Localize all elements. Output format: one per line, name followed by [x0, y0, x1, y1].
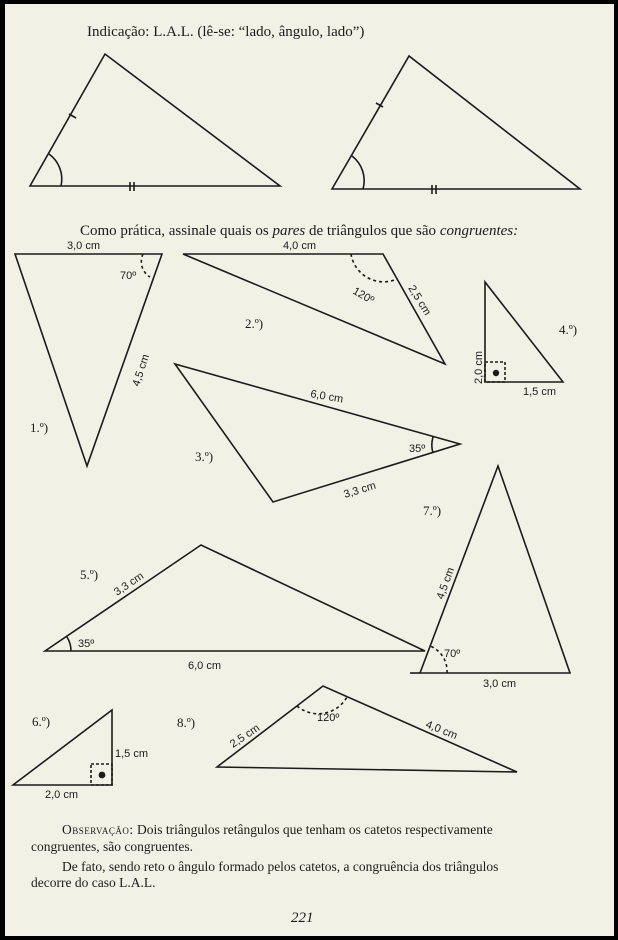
lal-triangle-left: [30, 54, 280, 186]
observacao-line-4: decorre do caso L.A.L.: [31, 875, 156, 890]
observacao-label: Observação:: [62, 822, 134, 837]
triangle-8-angle-label: 120º: [317, 712, 340, 724]
triangle-7-number: 7.º): [423, 503, 442, 518]
triangle-4-leg-horizontal: 1,5 cm: [523, 386, 557, 398]
lal-angle-arc-left: [49, 154, 62, 186]
triangle-6-number: 6.º): [32, 714, 51, 729]
triangle-2-angle-label: 120º: [350, 285, 376, 307]
triangle-1-side-right: 4,5 cm: [130, 352, 153, 388]
practice-pares: pares: [272, 223, 306, 239]
triangle-2-side-right: 2,5 cm: [405, 283, 434, 318]
indicacao-reading: (lê-se: “lado, ângulo, lado”): [197, 24, 365, 40]
triangle-2-side-top: 4,0 cm: [283, 240, 317, 252]
observacao-text-1: Dois triângulos retângulos que tenham os catetos respectivamente: [137, 822, 493, 837]
triangle-3: [175, 364, 460, 502]
triangle-8: [217, 686, 517, 772]
triangle-6-leg-horizontal: 2,0 cm: [45, 789, 79, 801]
practice-text-middle: de triângulos que são: [305, 223, 440, 239]
lal-triangle-right: [332, 56, 580, 189]
book-page: [5, 4, 614, 936]
triangle-5: [45, 545, 425, 651]
triangle-3-angle-label: 35º: [409, 443, 426, 455]
observacao-line-2: congruentes, são congruentes.: [31, 839, 193, 854]
triangle-8-side-left: 2,5 cm: [227, 722, 263, 751]
triangle-2: [183, 254, 445, 364]
triangle-3-angle-arc: [432, 437, 433, 453]
indicacao-rule: L.A.L.: [153, 24, 194, 40]
triangle-5-number: 5.º): [80, 567, 99, 582]
triangle-4-leg-vertical: 2,0 cm: [473, 350, 485, 384]
practice-text-before: Como prática, assinale quais os: [80, 223, 273, 239]
triangle-6: [13, 710, 112, 785]
triangle-8-side-right: 4,0 cm: [423, 718, 459, 743]
triangle-4-number: 4.º): [559, 322, 578, 337]
triangle-8-number: 8.º): [177, 715, 196, 730]
triangle-7: [420, 466, 570, 673]
figures-canvas: [5, 4, 614, 936]
practice-congruentes: congruentes:: [439, 223, 519, 239]
triangle-4-right-angle-dot: [493, 370, 499, 376]
triangle-3-side-top: 6,0 cm: [309, 388, 345, 406]
triangle-4: [485, 282, 563, 382]
triangle-1-angle-label: 70º: [120, 270, 137, 282]
observacao-line-3: De fato, sendo reto o ângulo formado pelos catetos, a congruência dos triângulos: [62, 859, 499, 874]
triangle-1-angle-arc: [141, 254, 150, 277]
page-number: 221: [291, 910, 314, 926]
triangle-5-side-left: 3,3 cm: [111, 570, 147, 599]
triangle-3-side-bottom: 3,3 cm: [342, 479, 378, 501]
triangle-5-angle-label: 35º: [78, 638, 95, 650]
observacao-line-1: [62, 821, 493, 838]
lal-angle-arc-right: [352, 156, 364, 189]
triangle-7-side-left: 4,5 cm: [434, 565, 458, 602]
triangle-1-number: 1.º): [30, 420, 49, 435]
indicacao-label: Indicação:: [87, 24, 150, 40]
triangle-6-right-angle-dot: [99, 772, 106, 779]
triangle-3-number: 3.º): [195, 449, 214, 464]
triangle-7-angle-label: 70º: [444, 648, 461, 660]
triangle-7-side-bottom: 3,0 cm: [483, 678, 517, 690]
triangle-1-side-top: 3,0 cm: [67, 240, 101, 252]
triangle-5-angle-arc: [67, 637, 71, 651]
triangle-5-side-bottom: 6,0 cm: [188, 660, 222, 672]
triangle-2-number: 2.º): [245, 316, 264, 331]
triangle-6-leg-vertical: 1,5 cm: [115, 748, 149, 760]
